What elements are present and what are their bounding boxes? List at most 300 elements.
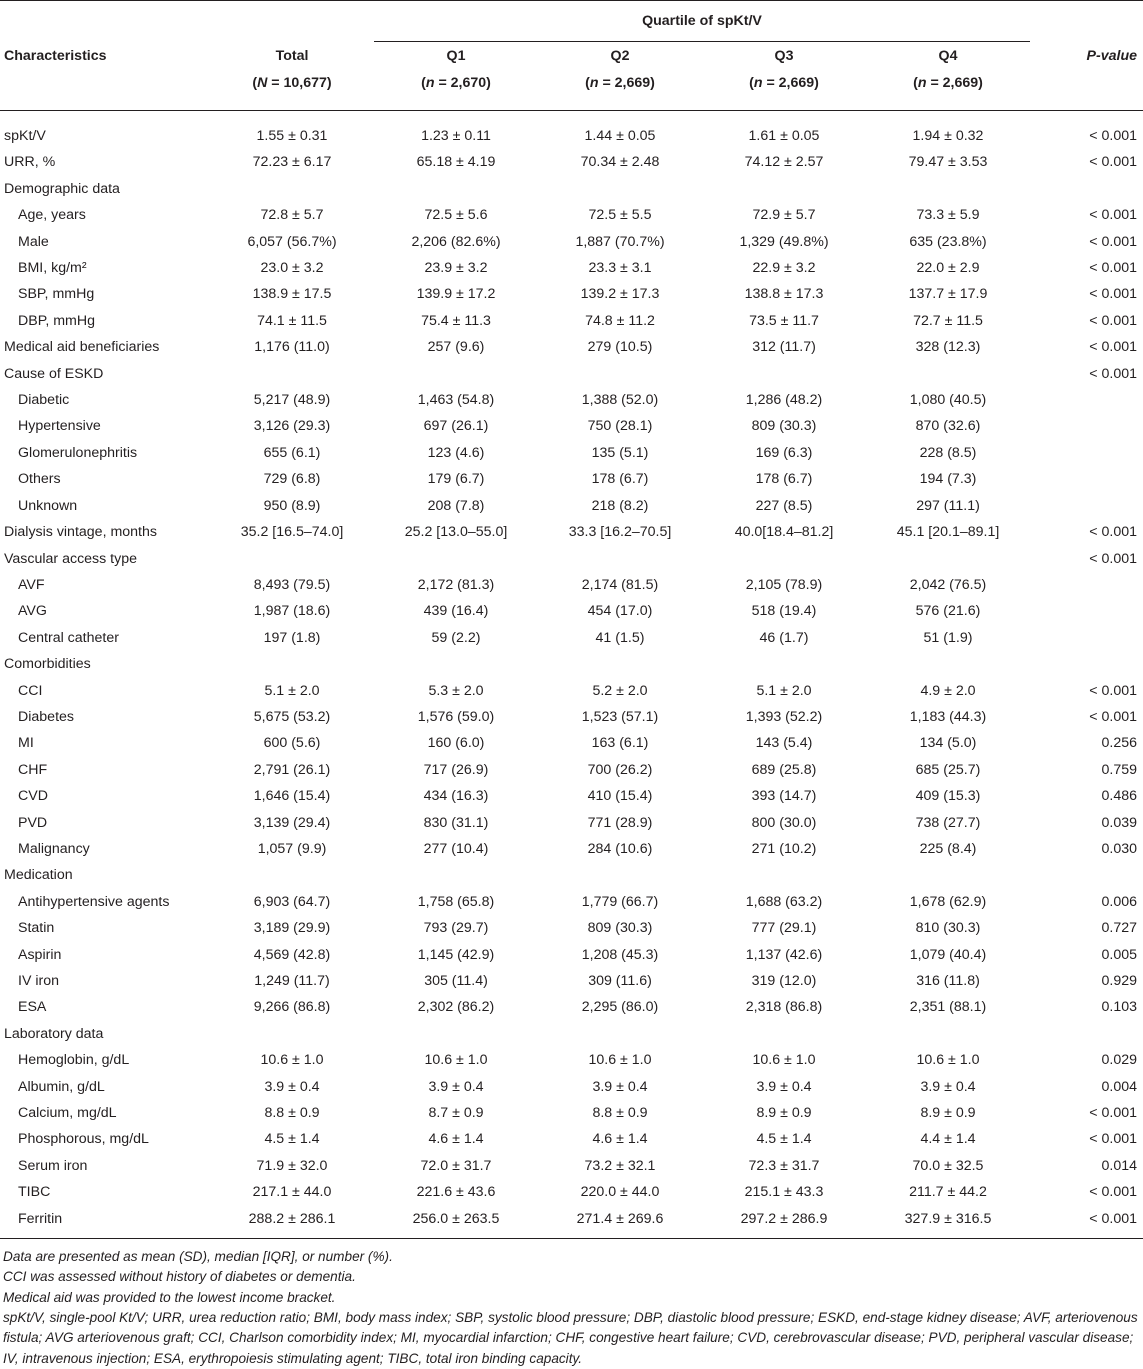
q4-cell: 409 (15.3) [915, 788, 981, 805]
q4-cell: 4.9 ± 2.0 [920, 682, 976, 699]
table-row [0, 889, 1143, 915]
total-cell: 74.1 ± 11.5 [257, 312, 327, 329]
q4-cell [866, 862, 1030, 888]
total-cell: 6,057 (56.7%) [247, 233, 337, 250]
q1-cell: 123 (4.6) [427, 444, 485, 461]
total-n: (N = 10,677) [210, 70, 374, 111]
q4-cell: 685 (25.7) [915, 761, 981, 778]
table-row [0, 1153, 1143, 1179]
q4-cell [866, 176, 1030, 202]
q3-cell: 271 (10.2) [751, 840, 817, 857]
q1-cell: 59 (2.2) [431, 629, 481, 646]
table-row [0, 308, 1143, 334]
q2-cell: 33.3 [16.2–70.5] [568, 524, 672, 541]
pvalue-cell: 0.005 [1101, 946, 1137, 963]
q4-header: Q4 [938, 48, 958, 64]
q3-cell [702, 1021, 866, 1047]
q4-cell: 8.9 ± 0.9 [920, 1105, 976, 1122]
table-row [0, 493, 1143, 519]
total-cell: 35.2 [16.5–74.0] [240, 524, 344, 541]
total-cell [210, 651, 374, 677]
q2-cell: 218 (8.2) [591, 497, 649, 514]
pvalue-cell: < 0.001 [1089, 286, 1137, 303]
pvalue-cell [1030, 466, 1143, 492]
total-cell: 1,176 (11.0) [254, 339, 330, 356]
q2-cell: 410 (15.4) [587, 788, 653, 805]
q3-n: (n = 2,669) [702, 70, 866, 111]
row-label: CVD [18, 788, 48, 805]
row-label: Calcium, mg/dL [18, 1105, 117, 1122]
q3-cell: 3.9 ± 0.4 [756, 1078, 812, 1095]
table-row [0, 1021, 1143, 1047]
q1-cell: 257 (9.6) [427, 339, 485, 356]
q2-cell: 70.34 ± 2.48 [580, 154, 660, 171]
q2-cell: 809 (30.3) [587, 920, 653, 937]
total-cell [210, 176, 374, 202]
pvalue-cell: 0.006 [1101, 893, 1137, 910]
total-cell: 5.1 ± 2.0 [264, 682, 320, 699]
table-row [0, 413, 1143, 439]
q2-cell: 220.0 ± 44.0 [580, 1184, 660, 1201]
q1-cell: 179 (6.7) [427, 471, 485, 488]
row-label: Glomerulonephritis [18, 444, 138, 461]
total-cell: 217.1 ± 44.0 [252, 1184, 332, 1201]
q3-cell: 2,318 (86.8) [745, 999, 823, 1016]
q2-cell [538, 546, 702, 572]
row-label: AVG [18, 603, 47, 620]
pvalue-cell [1030, 625, 1143, 651]
q1-cell: 1.23 ± 0.11 [421, 128, 491, 144]
q1-cell [374, 651, 538, 677]
q4-cell: 327.9 ± 316.5 [866, 1206, 1030, 1239]
q4-cell: 738 (27.7) [915, 814, 981, 831]
total-cell: 1,249 (11.7) [254, 973, 330, 989]
pvalue-cell: < 0.001 [1089, 312, 1137, 329]
q1-cell [374, 862, 538, 888]
q2-cell: 1,779 (66.7) [581, 893, 659, 910]
row-label: URR, % [4, 154, 56, 171]
row-label: Dialysis vintage, months [4, 524, 157, 541]
q2-n: (n = 2,669) [538, 70, 702, 111]
pvalue-cell [1030, 176, 1143, 202]
q3-cell [702, 862, 866, 888]
pvalue-cell: < 0.001 [1030, 1206, 1143, 1239]
q2-cell [538, 1021, 702, 1047]
q3-cell: 72.3 ± 31.7 [748, 1157, 820, 1174]
footnote: CCI was assessed without history of diabetes or dementia. [3, 1269, 356, 1285]
row-label: MI [18, 735, 34, 752]
q4-cell: 1,080 (40.5) [909, 392, 987, 409]
q4-cell: 72.7 ± 11.5 [913, 312, 983, 329]
q3-cell: 46 (1.7) [759, 629, 809, 646]
table-row [0, 598, 1143, 624]
pvalue-cell [1030, 862, 1143, 888]
q3-cell: 1,393 (52.2) [745, 708, 823, 725]
row-label: SBP, mmHg [18, 286, 95, 303]
q1-cell: 4.6 ± 1.4 [428, 1131, 484, 1148]
q2-cell [538, 651, 702, 677]
total-cell: 655 (6.1) [263, 444, 321, 461]
row-label: Cause of ESKD [4, 365, 104, 382]
q2-cell: 72.5 ± 5.5 [588, 207, 652, 224]
q3-cell: 393 (14.7) [751, 788, 817, 805]
pvalue-cell: < 0.001 [1089, 154, 1137, 171]
q3-cell: 689 (25.8) [751, 761, 817, 778]
q4-cell: 316 (11.8) [916, 973, 980, 989]
table-row [0, 915, 1143, 941]
table-row [0, 281, 1143, 307]
pvalue-cell [1030, 651, 1143, 677]
table-row [0, 836, 1143, 862]
q2-cell: 135 (5.1) [591, 444, 649, 461]
table-row [0, 704, 1143, 730]
pvalue-cell: < 0.001 [1089, 128, 1137, 144]
total-cell: 138.9 ± 17.5 [252, 286, 332, 303]
q2-cell: 178 (6.7) [591, 471, 649, 488]
q4-cell: 2,042 (76.5) [909, 576, 987, 593]
total-cell [210, 862, 374, 888]
q2-cell [538, 361, 702, 387]
row-label: CCI [18, 682, 43, 699]
pvalue-cell: 0.030 [1101, 840, 1137, 857]
table-row [0, 149, 1143, 175]
table-row [0, 202, 1143, 228]
row-label: Laboratory data [4, 1025, 104, 1042]
pvalue-header: P-value [1086, 47, 1137, 64]
total-cell: 8.8 ± 0.9 [264, 1105, 320, 1122]
q1-cell: 717 (26.9) [423, 761, 489, 778]
total-cell: 6,903 (64.7) [253, 893, 331, 910]
total-cell [210, 546, 374, 572]
pvalue-cell: < 0.001 [1089, 708, 1137, 725]
total-cell: 600 (5.6) [263, 735, 321, 752]
q4-cell: 211.7 ± 44.2 [909, 1184, 987, 1201]
q2-cell: 23.3 ± 3.1 [588, 260, 652, 277]
pvalue-cell: < 0.001 [1089, 550, 1137, 567]
q1-cell: 697 (26.1) [423, 418, 489, 435]
table-row [0, 783, 1143, 809]
q1-cell: 2,206 (82.6%) [411, 233, 501, 250]
q2-cell: 2,174 (81.5) [581, 576, 659, 593]
q4-cell: 4.4 ± 1.4 [920, 1131, 976, 1148]
q4-cell: 1,678 (62.9) [909, 893, 987, 910]
q1-cell [374, 361, 538, 387]
q1-cell: 1,758 (65.8) [417, 893, 495, 910]
q4-cell: 1,183 (44.3) [909, 708, 987, 725]
row-label: spKt/V [4, 128, 46, 144]
q1-cell: 2,302 (86.2) [417, 999, 495, 1016]
row-label: TIBC [18, 1184, 51, 1201]
q1-cell: 221.6 ± 43.6 [416, 1184, 496, 1201]
q1-header: Q1 [446, 48, 466, 64]
q1-cell: 8.7 ± 0.9 [428, 1105, 484, 1122]
q3-cell: 143 (5.4) [755, 735, 813, 752]
q2-cell: 73.2 ± 32.1 [584, 1157, 656, 1174]
pvalue-cell: < 0.001 [1089, 207, 1137, 224]
q1-cell: 5.3 ± 2.0 [428, 682, 484, 699]
total-cell: 1,646 (15.4) [253, 788, 331, 805]
row-label: Serum iron [18, 1157, 88, 1174]
table-row [0, 111, 1143, 150]
row-label: Aspirin [18, 946, 62, 963]
q3-cell [702, 546, 866, 572]
row-label: AVF [18, 576, 45, 593]
q4-cell: 870 (32.6) [915, 418, 981, 435]
row-label: Medical aid beneficiaries [4, 339, 160, 356]
pvalue-cell [1030, 493, 1143, 519]
q2-cell [538, 176, 702, 202]
q2-cell: 771 (28.9) [587, 814, 653, 831]
q2-cell: 279 (10.5) [587, 339, 653, 356]
q3-cell: 72.9 ± 5.7 [752, 207, 816, 224]
q3-cell: 518 (19.4) [751, 603, 817, 620]
total-cell: 71.9 ± 32.0 [256, 1157, 328, 1174]
total-cell: 9,266 (86.8) [253, 999, 331, 1016]
q1-cell: 3.9 ± 0.4 [428, 1078, 484, 1095]
table-row [0, 1126, 1143, 1152]
q4-cell: 137.7 ± 17.9 [908, 286, 988, 303]
pvalue-cell: 0.103 [1101, 999, 1137, 1016]
q3-header: Q3 [774, 48, 794, 64]
pvalue-cell: 0.029 [1101, 1052, 1137, 1069]
q4-cell: 228 (8.5) [919, 444, 977, 461]
pvalue-cell: < 0.001 [1089, 1131, 1137, 1148]
q4-cell [866, 546, 1030, 572]
row-label: Central catheter [18, 629, 119, 646]
q4-cell: 51 (1.9) [923, 629, 973, 646]
q1-cell: 1,145 (42.9) [417, 946, 495, 963]
q4-cell: 194 (7.3) [919, 471, 977, 488]
q3-cell: 800 (30.0) [751, 814, 817, 831]
q3-cell [702, 176, 866, 202]
total-cell: 4,569 (42.8) [253, 946, 331, 963]
q1-cell: 2,172 (81.3) [417, 576, 495, 593]
pvalue-cell: 0.039 [1101, 814, 1137, 831]
q2-cell: 1,208 (45.3) [581, 946, 659, 963]
q4-cell: 22.0 ± 2.9 [916, 260, 980, 277]
total-cell [210, 1021, 374, 1047]
table-row [0, 387, 1143, 413]
q4-cell: 134 (5.0) [919, 735, 977, 752]
total-header: Total [275, 47, 309, 64]
q3-cell: 169 (6.3) [755, 444, 813, 461]
pvalue-cell [1030, 598, 1143, 624]
row-label: Phosphorous, mg/dL [18, 1131, 149, 1148]
pvalue-cell: < 0.001 [1089, 233, 1137, 250]
row-label: Unknown [18, 497, 78, 514]
q2-cell: 139.2 ± 17.3 [580, 286, 660, 303]
table-row [0, 1047, 1143, 1073]
table-row [0, 730, 1143, 756]
row-label: PVD [18, 814, 48, 831]
total-cell: 23.0 ± 3.2 [260, 260, 324, 277]
row-label: Diabetes [18, 708, 74, 725]
q3-cell: 10.6 ± 1.0 [752, 1052, 816, 1069]
q2-cell: 2,295 (86.0) [581, 999, 659, 1016]
q4-cell: 225 (8.4) [919, 840, 977, 857]
q2-cell: 74.8 ± 11.2 [585, 312, 655, 329]
q3-cell: 215.1 ± 43.3 [744, 1184, 824, 1201]
q2-cell: 1,887 (70.7%) [575, 233, 665, 250]
q1-cell: 65.18 ± 4.19 [416, 154, 496, 171]
total-cell: 729 (6.8) [263, 471, 321, 488]
footnote: Data are presented as mean (SD), median [IQR], or number (%). [3, 1249, 393, 1265]
q3-cell [702, 361, 866, 387]
total-cell: 5,217 (48.9) [253, 392, 331, 409]
table-row [0, 255, 1143, 281]
q1-cell: 10.6 ± 1.0 [424, 1052, 488, 1069]
q1-cell: 256.0 ± 263.5 [374, 1206, 538, 1239]
row-label: Demographic data [4, 180, 120, 197]
pvalue-cell: < 0.001 [1089, 260, 1137, 277]
q2-cell: 1.44 ± 0.05 [584, 128, 656, 144]
q1-cell: 277 (10.4) [423, 840, 489, 857]
pvalue-cell: 0.929 [1101, 973, 1137, 989]
row-label: Antihypertensive agents [18, 893, 170, 910]
q3-cell: 1,688 (63.2) [745, 893, 823, 910]
row-label: BMI, kg/m² [18, 260, 87, 277]
q2-cell: 1,388 (52.0) [581, 392, 659, 409]
q1-cell: 830 (31.1) [423, 814, 489, 831]
row-label: Vascular access type [4, 550, 137, 567]
q2-cell: 4.6 ± 1.4 [592, 1131, 648, 1148]
total-cell: 288.2 ± 286.1 [210, 1206, 374, 1239]
row-label: IV iron [18, 973, 60, 989]
table-row [0, 625, 1143, 651]
total-cell: 8,493 (79.5) [253, 576, 331, 593]
row-label: Hemoglobin, g/dL [18, 1052, 130, 1069]
footnote: Medical aid was provided to the lowest income bracket. [3, 1289, 336, 1305]
row-label: Comorbidities [4, 656, 91, 673]
q1-cell [374, 1021, 538, 1047]
q3-cell: 8.9 ± 0.9 [756, 1105, 812, 1122]
pvalue-cell: < 0.001 [1089, 1105, 1137, 1122]
q4-n: (n = 2,669) [866, 70, 1030, 111]
table-row [0, 519, 1143, 545]
q4-cell: 73.3 ± 5.9 [916, 207, 980, 224]
pvalue-cell [1030, 1021, 1143, 1047]
q1-cell [374, 546, 538, 572]
row-label: Others [18, 471, 61, 488]
q2-cell: 8.8 ± 0.9 [592, 1105, 648, 1122]
q2-cell: 3.9 ± 0.4 [592, 1078, 648, 1095]
q2-cell: 163 (6.1) [591, 735, 649, 752]
total-cell: 72.23 ± 6.17 [252, 154, 332, 171]
q1-cell: 793 (29.7) [423, 920, 489, 937]
q4-cell: 1,079 (40.4) [909, 946, 987, 963]
pvalue-cell: < 0.001 [1089, 682, 1137, 699]
q3-cell: 312 (11.7) [752, 339, 816, 356]
q1-cell: 72.5 ± 5.6 [424, 207, 488, 224]
q4-cell: 79.47 ± 3.53 [908, 154, 988, 171]
total-cell: 3,126 (29.3) [253, 418, 331, 435]
q2-cell: 41 (1.5) [595, 629, 645, 646]
q1-cell: 160 (6.0) [427, 735, 485, 752]
q1-n: (n = 2,670) [374, 70, 538, 111]
q3-cell: 1,329 (49.8%) [739, 233, 829, 250]
q3-cell: 319 (12.0) [751, 973, 817, 989]
pvalue-cell [1030, 387, 1143, 413]
pvalue-cell: < 0.001 [1089, 365, 1137, 382]
pvalue-cell: 0.256 [1101, 735, 1137, 752]
q3-cell [702, 651, 866, 677]
table-row [0, 1179, 1143, 1205]
q3-cell: 178 (6.7) [755, 471, 813, 488]
q2-cell: 271.4 ± 269.6 [538, 1206, 702, 1239]
q3-cell: 777 (29.1) [751, 920, 817, 937]
table-row [0, 757, 1143, 783]
row-label: Ferritin [0, 1206, 210, 1239]
table-row [0, 994, 1143, 1020]
q4-cell [866, 361, 1030, 387]
q3-cell: 74.12 ± 2.57 [744, 154, 824, 171]
q3-cell: 1,286 (48.2) [745, 392, 823, 409]
q3-cell: 4.5 ± 1.4 [756, 1131, 812, 1148]
row-label: Statin [18, 920, 55, 937]
pvalue-cell: 0.004 [1101, 1078, 1137, 1095]
table-header [0, 1, 1143, 111]
quartile-group-header: Quartile of spKt/V [374, 1, 1030, 42]
q4-cell [866, 1021, 1030, 1047]
q2-cell: 5.2 ± 2.0 [592, 682, 648, 699]
row-label: Diabetic [18, 392, 70, 409]
q3-cell: 297.2 ± 286.9 [702, 1206, 866, 1239]
pvalue-cell: 0.014 [1101, 1157, 1137, 1174]
q2-cell: 454 (17.0) [587, 603, 653, 620]
pvalue-cell: 0.759 [1101, 761, 1137, 778]
q4-cell: 45.1 [20.1–89.1] [896, 524, 1000, 541]
pvalue-cell [1030, 572, 1143, 598]
q2-cell: 10.6 ± 1.0 [588, 1052, 652, 1069]
total-cell: 3,139 (29.4) [253, 814, 331, 831]
table-row [0, 361, 1143, 387]
table-row [0, 968, 1143, 994]
q1-cell: 1,576 (59.0) [417, 708, 495, 725]
table-row [0, 942, 1143, 968]
q2-header: Q2 [610, 48, 630, 64]
row-label: Male [18, 233, 49, 250]
total-cell: 1,057 (9.9) [257, 840, 327, 857]
q2-cell: 1,523 (57.1) [581, 708, 659, 725]
q4-cell: 810 (30.3) [915, 920, 981, 937]
table-row [0, 440, 1143, 466]
q1-cell: 439 (16.4) [423, 603, 489, 620]
q4-cell: 576 (21.6) [915, 603, 981, 620]
table-row [0, 176, 1143, 202]
table-body [0, 111, 1143, 1239]
q3-cell: 227 (8.5) [755, 497, 813, 514]
q2-cell [538, 862, 702, 888]
total-cell: 2,791 (26.1) [253, 761, 331, 778]
q4-cell: 328 (12.3) [915, 339, 981, 356]
pvalue-cell: < 0.001 [1089, 524, 1137, 541]
table-footnotes [0, 1247, 1139, 1369]
total-cell: 197 (1.8) [263, 629, 321, 646]
q1-cell [374, 176, 538, 202]
total-cell: 10.6 ± 1.0 [260, 1052, 324, 1069]
table-row [0, 1206, 1143, 1239]
table-row [0, 466, 1143, 492]
total-cell: 72.8 ± 5.7 [260, 207, 324, 224]
q4-cell: 2,351 (88.1) [909, 999, 987, 1016]
q1-cell: 208 (7.8) [427, 497, 485, 514]
q4-cell: 10.6 ± 1.0 [916, 1052, 980, 1069]
q2-cell: 750 (28.1) [587, 418, 653, 435]
table-row [0, 810, 1143, 836]
q3-cell: 40.0[18.4–81.2] [734, 524, 834, 541]
q1-cell: 1,463 (54.8) [417, 392, 495, 409]
table-row [0, 1074, 1143, 1100]
